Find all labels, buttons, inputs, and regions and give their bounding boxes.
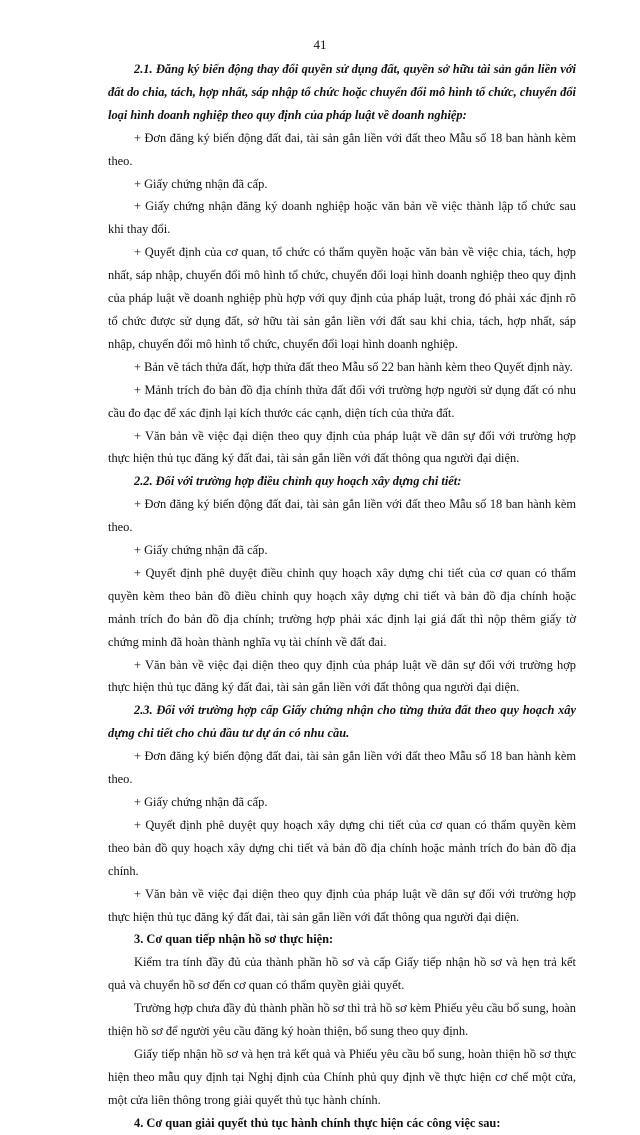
- body-paragraph: + Giấy chứng nhận đã cấp.: [134, 795, 268, 809]
- body-paragraph: Giấy tiếp nhận hồ sơ và hẹn trả kết quả và Phiếu yêu cầu bổ sung, hoàn thiện hồ sơ thực hiện theo mẫu quy định tại Nghị định của Chính phủ quy định về thực hiện cơ chế một cửa, một cửa liên thông trong giải quyết thủ tục hành chính.: [108, 1046, 576, 1107]
- section-heading: 2.3. Đối với trường hợp cấp Giấy chứng nhận cho từng thửa đất theo quy hoạch xây dựng chi tiết cho chủ đầu tư dự án có nhu cầu.: [108, 703, 576, 741]
- body-paragraph: + Giấy chứng nhận đã cấp.: [134, 543, 268, 558]
- section-heading: 3. Cơ quan tiếp nhận hồ sơ thực hiện:: [134, 932, 334, 947]
- body-paragraph: + Đơn đăng ký biến động đất đai, tài sản gắn liền với đất theo Mẫu số 18 ban hành kèm theo.: [108, 130, 576, 168]
- section-heading: 2.2. Đối với trường hợp điều chỉnh quy hoạch xây dựng chi tiết:: [134, 474, 462, 489]
- body-paragraph: + Giấy chứng nhận đăng ký doanh nghiệp hoặc văn bản về việc thành lập tổ chức sau khi thay đổi.: [108, 199, 576, 237]
- body-paragraph: + Quyết định của cơ quan, tổ chức có thẩm quyền hoặc văn bản về việc chia, tách, hợp nhất, sáp nhập, chuyển đổi mô hình tổ chức, chuyển đổi loại hình doanh nghiệp theo quy định của pháp luật về doanh nghiệp phù hợp với quy định của pháp luật, trong đó phải xác định rõ tổ chức được sử dụng đất, sở hữu tài sản gắn liền với đất sau khi chia, tách, hợp nhất, sáp nhập, chuyển đổi mô hình tổ chức, chuyển đổi loại hình doanh nghiệp.: [108, 245, 576, 351]
- page-number: 41: [313, 37, 327, 52]
- document-body: [108, 58, 576, 1135]
- body-paragraph: + Văn bản về việc đại diện theo quy định của pháp luật về dân sự đối với trường hợp thực hiện thủ tục đăng ký đất đai, tài sản gắn liền với đất thông qua người đại diện.: [108, 657, 576, 695]
- body-paragraph: + Quyết định phê duyệt quy hoạch xây dựng chi tiết của cơ quan có thẩm quyền kèm theo bản đồ quy hoạch xây dựng chi tiết và bản đồ địa chính hoặc mảnh trích đo bản đồ địa chính.: [108, 817, 576, 878]
- body-paragraph: + Bản vẽ tách thửa đất, hợp thửa đất theo Mẫu số 22 ban hành kèm theo Quyết định này.: [134, 359, 573, 374]
- body-paragraph: + Đơn đăng ký biến động đất đai, tài sản gắn liền với đất theo Mẫu số 18 ban hành kèm theo.: [108, 749, 576, 787]
- body-paragraph: Kiểm tra tính đầy đủ của thành phần hồ sơ và cấp Giấy tiếp nhận hồ sơ và hẹn trả kết quả và chuyển hồ sơ đến cơ quan có thẩm quyền giải quyết.: [108, 955, 576, 993]
- section-heading: 4. Cơ quan giải quyết thủ tục hành chính thực hiện các công việc sau:: [134, 1115, 501, 1130]
- body-paragraph: Trường hợp chưa đầy đủ thành phần hồ sơ thì trả hồ sơ kèm Phiếu yêu cầu bổ sung, hoàn thiện hồ sơ để người yêu cầu đăng ký hoàn thiện, bổ sung theo quy định.: [108, 1001, 576, 1039]
- body-paragraph: + Đơn đăng ký biến động đất đai, tài sản gắn liền với đất theo Mẫu số 18 ban hành kèm theo.: [108, 497, 576, 535]
- body-paragraph: + Quyết định phê duyệt điều chỉnh quy hoạch xây dựng chi tiết của cơ quan có thẩm quyền kèm theo bản đồ điều chỉnh quy hoạch xây dựng chi tiết và bản đồ địa chính hoặc mảnh trích đo bản đồ địa chính; trường hợp phải xác định lại giá đất thì nộp thêm giấy tờ chứng minh đã hoàn thành nghĩa vụ tài chính về đất đai.: [108, 565, 576, 649]
- section-heading: 2.1. Đăng ký biến động thay đổi quyền sử dụng đất, quyền sở hữu tài sản gắn liền với đất do chia, tách, hợp nhất, sáp nhập tổ chức hoặc chuyển đổi mô hình tổ chức, chuyển đổi loại hình doanh nghiệp theo quy định của pháp luật về doanh nghiệp:: [108, 62, 576, 122]
- body-paragraph: + Giấy chứng nhận đã cấp.: [134, 176, 268, 191]
- body-paragraph: + Văn bản về việc đại diện theo quy định của pháp luật về dân sự đối với trường hợp thực hiện thủ tục đăng ký đất đai, tài sản gắn liền với đất thông qua người đại diện.: [108, 886, 576, 924]
- body-paragraph: + Mảnh trích đo bản đồ địa chính thửa đất đối với trường hợp người sử dụng đất có nhu cầu đo đạc để xác định lại kích thước các cạnh, diện tích của thửa đất.: [108, 382, 576, 420]
- body-paragraph: + Văn bản về việc đại diện theo quy định của pháp luật về dân sự đối với trường hợp thực hiện thủ tục đăng ký đất đai, tài sản gắn liền với đất thông qua người đại diện.: [108, 428, 576, 466]
